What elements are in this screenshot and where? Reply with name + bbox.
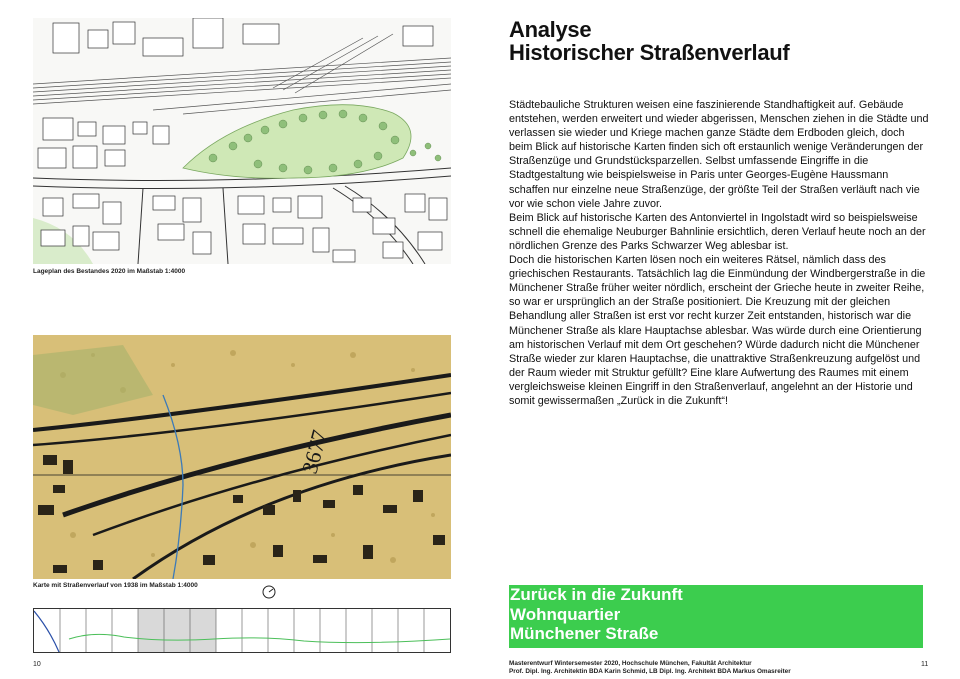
banner-line-1: Zurück in die Zukunft [510,585,683,604]
site-plan-caption: Lageplan des Bestandes 2020 im Maßstab 1:4000 [33,268,186,275]
street-section-drawing [34,609,450,652]
body-paragraph-3: Doch die historischen Karten lösen noch ein weiteres Rätsel, nämlich dass des griechischen Restaurants. Tatsächlich lag die Einmündung der Windbergerstraße in die Münchener Straße früher weiter nördlich, erscheint der Grieche heute in zweiter Reihe, so war er ursprünglich an der Straße positioniert. Die Kreuzung mit der gleichen Behandlung aller Straßen ist erst vor recht kurzer Zeit entstanden, historisch war die Münchener Straße als klare Hauptachse ablesbar. Was würde durch eine Orientierung am historischen Verlauf mit dem Ort geschehen? Würde dadurch nicht die Münchener Straße wieder zur klaren Hauptachse, die unattraktive Straßenkreuzung aufgelöst und der Raum wieder mit Struktur gefüllt? Eine klare Aufwertung des Raumes mit einem vergleichsweise kleinen Eingriff in den Straßenverlauf, angelehnt an der Historie und somit gewissermaßen „Zurück in die Zukunft“! [509,254,926,407]
page-number-right: 11 [921,661,929,668]
historic-map-drawing [33,335,451,579]
site-plan-2020-map [33,18,451,264]
compass-dial-icon [262,585,276,599]
banner-line-3: Münchener Straße [510,624,659,643]
page-title [509,18,789,64]
historic-map-1938 [33,335,451,579]
footer-line-2: Prof. Dipl. Ing. Architektin BDA Karin Schmid, LB Dipl. Ing. Architekt BDA Markus Omasreiter [509,668,791,675]
banner-line-2: Wohnquartier [510,604,621,624]
title-line-analyse: Analyse [509,17,592,42]
body-paragraph-1: Städtebauliche Strukturen weisen eine faszinierende Standhaftigkeit auf. Gebäude entstehen, werden erweitert und wieder abgerissen, Menschen ziehen in die Städte und verlassen sie wieder und Kriege machen ganze Städte dem Erdboden gleich, doch beim Blick auf historische Karten finden sich oft erstaunlich wenige Veränderungen der Straßenzüge und Grundstücksparzellen. Selbst umfassende Eingriffe in die Stadtgestaltung wie beispielsweise in Paris unter Georges-Eugène Haussmann schaffen nur einzelne neue Straßenzüge, der größte Teil der Straßen verläuft nach vie vor wie schon viele Jahre zuvor. [509,99,929,210]
analysis-body-text [509,98,929,408]
project-title-banner [509,585,923,648]
body-paragraph-2: Beim Blick auf historische Karten des Antonviertel in Ingolstadt wird so beispielsweise schnell die ehemalige Neuburger Bahnlinie ersichtlich, deren Verlauf heute noch an der nördlichen Grenze des Parks Schwarzer Weg ablesbar ist. [509,211,926,252]
site-plan-drawing [33,18,451,264]
street-section-strip [33,608,451,653]
footer-line-1: Masterentwurf Wintersemester 2020, Hochschule München, Fakultät Architektur [509,660,752,667]
historic-map-caption: Karte mit Straßenverlauf von 1938 im Maßstab 1:4000 [33,582,198,589]
credits-footer [509,660,791,676]
parcel-number-label: 3677 [296,427,333,477]
title-line-subject: Historischer Straßenverlauf [509,40,790,65]
page-number-left: 10 [33,661,41,668]
